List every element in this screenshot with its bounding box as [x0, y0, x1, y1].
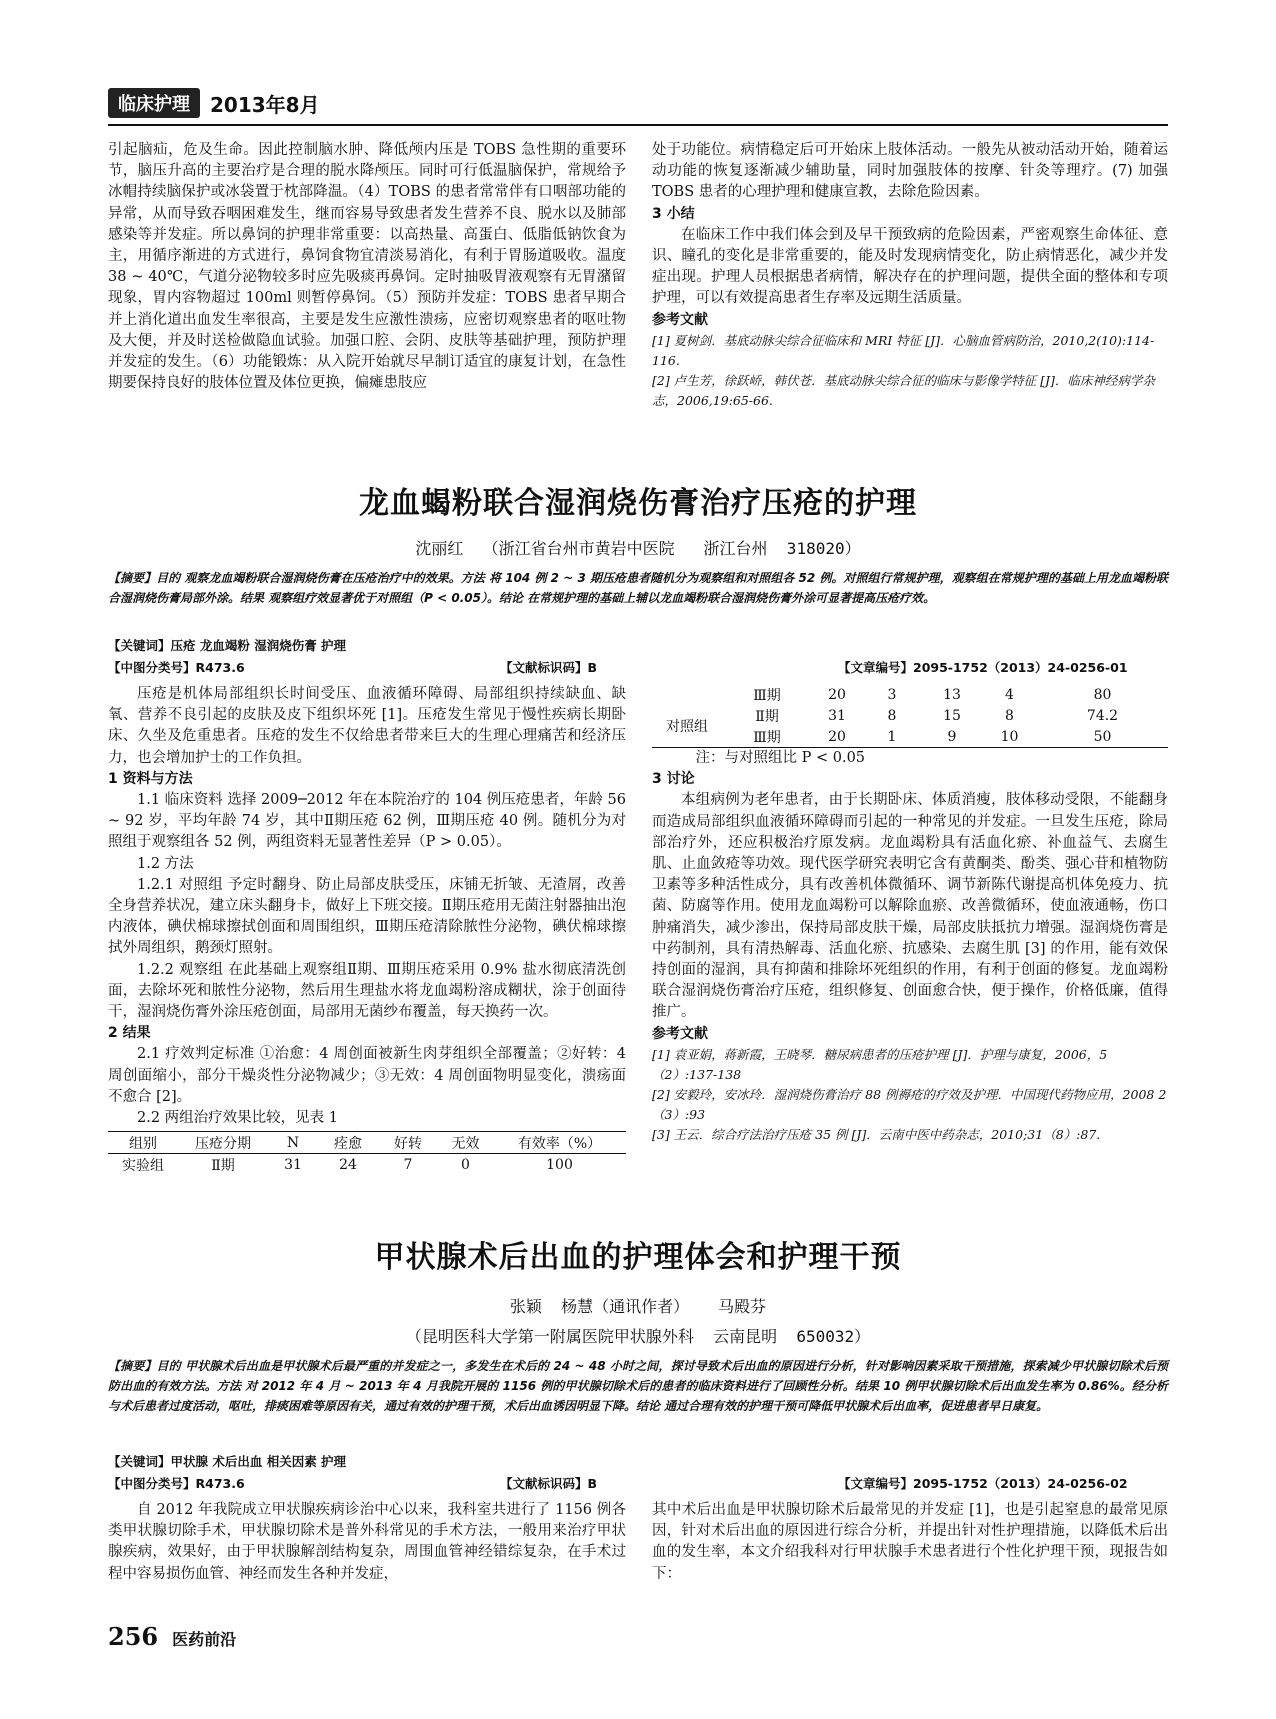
running-header: [108, 88, 320, 118]
table-cell: 100: [546, 1156, 573, 1173]
journal-name: 医药前沿: [172, 1630, 237, 1649]
article1-s21: 2.1 疗效判定标准 ①治愈：4 周创面被新生肉芽组织全部覆盖；②好转：4 周创面缩小，部分干燥炎性分泌物减少；③无效：4 周创面物明显变化，溃疡面不愈合 [2]。: [108, 1046, 626, 1105]
article1-heading-discussion: 3 讨论: [652, 771, 695, 788]
article1-right-column: [652, 684, 1168, 1145]
article1-doc-code: 【文献标识码】B: [500, 660, 598, 675]
prev-ref-1: [1] 夏树剑．基底动脉尖综合征临床和 MRI 特征 [J]．心脑血管病防治，2010,2(10):114-116.: [652, 332, 1155, 368]
th-rate: 有效率（%）: [517, 1135, 602, 1152]
article2-affiliation: （昆明医科大学第一附属医院甲状腺外科 云南昆明 650032）: [405, 1327, 871, 1346]
table-cell-control-group: 对照组: [666, 719, 708, 735]
table-note: 注：与对照组比 P < 0.05: [695, 750, 866, 766]
prev-summary-text: 在临床工作中我们体会到及早干预致病的危险因素，严密观察生命体征、意识、瞳孔的变化是非常重要的，能及时发现病情变化，防止病情恶化，减少并发症出现。护理人员根据患者病情，解决存在的护理问题，提供全面的整体和专项护理，可以有效提高患者生存率及远期生活质量。: [652, 226, 1168, 307]
page-footer: [108, 1622, 236, 1651]
table-cell: 3: [887, 686, 897, 703]
table-cell: 31: [284, 1156, 302, 1173]
table-cell: 24: [339, 1156, 357, 1173]
prev-left-text: 引起脑疝，危及生命。因此控制脑水肿、降低颅内压是 TOBS 急性期的重要环节，脑压升高的主要治疗是合理的脱水降颅压。同时可行低温脑保护，常规给予冰帽持续脑保护或冰袋置于枕部降温。（4）TOBS 的患者常常伴有口咽部功能的异常，从而导致吞咽困难发生，继而容易导致患者发生营养不良、脱水以及肺部感染等并发症。所以鼻饲的护理非常重要：以高热量、高蛋白、低脂低钠饮食为主，用循序渐进的方式进行，鼻饲食物宜清淡易消化，有利于胃肠道吸收。温度 38 ~ 40℃，气道分泌物较多时应先吸痰再鼻饲。定时抽吸胃液观察有无胃潴留现象，胃内容物超过 100ml 则暂停鼻饲。（5）预防并发症：TOBS 患者早期合并上消化道出血发生率很高，主要是发生应激性溃疡，应密切观察患者的呕吐物及大便，并及时送检做隐血试验。加强口腔、会阴、皮肤等基础护理，预防护理并发症的发生。（6）功能锻炼：从入院开始就尽早制订适宜的康复计划，在急性期要保持良好的肢体位置及体位更换，偏瘫患肢应: [108, 142, 626, 392]
article2-doc-code: 【文献标识码】B: [500, 1476, 598, 1491]
results-table-part2: [652, 684, 1168, 748]
article2-article-no: 【文章编号】2095-1752（2013）24-0256-02: [838, 1476, 1128, 1491]
header-rule: [108, 124, 1168, 126]
th-group: 组别: [129, 1135, 157, 1152]
prev-right-column: [652, 140, 1168, 411]
th-improved: 好转: [394, 1135, 422, 1152]
article2-left-text: 自 2012 年我院成立甲状腺疾病诊治中心以来，我科室共进行了 1156 例各类甲状腺切除手术，甲状腺切除术是普外科常见的手术方法，一般用来治疗甲状腺疾病，效果好，由于甲状腺解剖结构复杂，周围血管神经错综复杂，在手术过程中容易损伤血管、神经而发生各种并发症，: [108, 1502, 626, 1582]
article1-refs-heading: 参考文献: [652, 1025, 708, 1042]
table-cell: 7: [403, 1156, 413, 1173]
table-cell: Ⅱ期: [211, 1157, 235, 1174]
article1-s121: 1.2.1 对照组 予定时翻身、防止局部皮肤受压，床铺无折皱、无渣屑，改善全身营养状况，建立床头翻身卡，做好上下班交接。Ⅱ期压疮用无菌注射器抽出泡内液体，碘伏棉球擦拭创面和周围组织，Ⅲ期压疮清除脓性分泌物，碘伏棉球擦拭外周组织，鹅颈灯照射。: [108, 876, 626, 957]
article1-ref-1: [1] 袁亚娟，蒋新霞，王晓琴．糖尿病患者的压疮护理 [J]．护理与康复，2006，5（2）:137-138: [652, 1046, 1108, 1082]
th-stage: 压疮分期: [195, 1135, 251, 1152]
article1-clc: 【中图分类号】R473.6: [108, 660, 245, 675]
table-cell: 实验组: [122, 1157, 164, 1174]
article1-authors: 沈丽红 （浙江省台州市黄岩中医院 浙江台州 318020）: [415, 539, 861, 558]
article2-right-text: 其中术后出血是甲状腺切除术后最常见的并发症 [1]，也是引起窒息的最常见原因，针对术后出血的原因进行综合分析，并提出针对性护理措施，以降低术后出血的发生率，本文介绍我科对行甲状腺手术患者进行个性化护理干预，现报告如下：: [652, 1502, 1168, 1582]
prev-summary-heading: 3 小结: [652, 205, 695, 222]
section-badge: 临床护理: [108, 88, 200, 118]
table-cell: 80: [1093, 686, 1112, 703]
th-cured: 痊愈: [334, 1135, 362, 1152]
table-row: [652, 684, 1168, 705]
table-cell: 20: [828, 728, 846, 745]
table-cell: 4: [1005, 686, 1014, 703]
prev-refs-heading: 参考文献: [652, 311, 708, 328]
article2-authors: 张颖 杨慧（通讯作者） 马殿芬: [509, 1297, 767, 1316]
article1-ref-2: [2] 安毅玲，安冰玲．湿润烧伤膏治疗 88 例褥疮的疗效及护理．中国现代药物应用，2008 2（3）:93: [652, 1086, 1167, 1122]
table-row: [108, 1154, 626, 1176]
article1-ref-3: [3] 王云．综合疗法治疗压疮 35 例 [J]．云南中医中药杂志，2010;31（8）:87.: [652, 1126, 1101, 1142]
table-cell: 74.2: [1086, 707, 1119, 724]
article1-intro: 压疮是机体局部组织长时间受压、血液循环障碍、局部组织持续缺血、缺氧、营养不良引起的皮肤及皮下组织坏死 [1]。压疮发生常见于慢性疾病长期卧床、久坐及危重患者。压疮的发生不仅给患者带来巨大的生理心理痛苦和经济压力，也会增加护士的工作负担。: [108, 686, 626, 766]
results-table-part1: [108, 1131, 626, 1175]
table-row: [652, 705, 1168, 726]
table-cell: Ⅲ期: [753, 729, 781, 746]
th-n: N: [286, 1134, 300, 1151]
table-cell: 9: [947, 728, 957, 745]
table-cell: 8: [1005, 707, 1014, 724]
prev-right-para: 处于功能位。病情稳定后可开始床上肢体活动。一般先从被动活动开始，随着运动功能的恢复逐渐减少辅助量，同时加强肢体的按摩、针灸等理疗。(7) 加强 TOBS 患者的心理护理和健康宣教，去除危险因素。: [652, 142, 1168, 201]
article1-s22: 2.2 两组治疗效果比较，见表 1: [137, 1110, 339, 1127]
article1-article-no: 【文章编号】2095-1752（2013）24-0256-01: [838, 660, 1128, 675]
table-cell: 0: [461, 1156, 470, 1173]
article1-abstract: 【摘要】目的 观察龙血竭粉联合湿润烧伤膏在压疮治疗中的效果。方法 将 104 例 2 ~ 3 期压疮患者随机分为观察组和对照组各 52 例。对照组行常规护理，观察组在常规护理的基础上用龙血竭粉联合湿润烧伤膏局部外涂。结果 观察组疗效显著优于对照组（P < 0.05）。结论 在常规护理的基础上辅以龙血竭粉联合湿润烧伤膏外涂可显著提高压疮疗效。: [108, 571, 1168, 605]
table-cell: [652, 684, 722, 705]
article1-heading-results: 2 结果: [108, 1025, 151, 1042]
article1-s122: 1.2.2 观察组 在此基础上观察组Ⅱ期、Ⅲ期压疮采用 0.9% 盐水彻底清洗创面，去除坏死和脓性分泌物，然后用生理盐水将龙血竭粉溶成糊状，涂于创面待干，湿润烧伤膏外涂压疮创面，局部用无菌纱布覆盖，每天换药一次。: [108, 961, 626, 1021]
article2-clc: 【中图分类号】R473.6: [108, 1476, 245, 1491]
article2-keywords: 【关键词】甲状腺 术后出血 相关因素 护理: [108, 1454, 347, 1469]
table-cell: 13: [943, 686, 961, 703]
table-cell: Ⅱ期: [755, 708, 779, 725]
article2-title: 甲状腺术后出血的护理体会和护理干预: [374, 1240, 902, 1275]
article1-s11: 1.1 临床资料 选择 2009─2012 年在本院治疗的 104 例压疮患者，年龄 56 ~ 92 岁，平均年龄 74 岁，其中Ⅱ期压疮 62 例，Ⅲ期压疮 40 例。随机分为对照组于观察组各 52 例，两组资料无显著性差异（P > 0.05）。: [108, 792, 626, 851]
article1-left-column: [108, 684, 626, 1175]
table-header-row: [108, 1132, 626, 1154]
table-cell: 20: [828, 686, 846, 703]
table-cell: Ⅲ期: [753, 687, 781, 704]
article1-keywords: 【关键词】压疮 龙血竭粉 湿润烧伤膏 护理: [108, 638, 347, 653]
article2-abstract: 【摘要】目的 甲状腺术后出血是甲状腺术后最严重的并发症之一，多发生在术后的 24 ~ 48 小时之间，探讨导致术后出血的原因进行分析，针对影响因素采取干预措施，探索减少甲状腺切除术后预防出血的有效方法。方法 对 2012 年 4 月 ~ 2013 年 4 月我院开展的 1156 例的甲状腺切除术后的患者的临床资料进行了回顾性分析。结果 10 例甲状腺切除术后出血发生率为 0.86%。经分析与术后患者过度活动，呕吐，排痰困难等原因有关，通过有效的护理干预，术后出血诱因明显下降。结论 通过合理有效的护理干预可降低甲状腺术后出血率，促进患者早日康复。: [108, 1359, 1168, 1413]
article1-title: 龙血蝎粉联合湿润烧伤膏治疗压疮的护理: [359, 486, 917, 521]
article1-discussion: 本组病例为老年患者，由于长期卧床、体质消瘦，肢体移动受限，不能翻身而造成局部组织血液循环障碍而引起的一种常见的并发症。一旦发生压疮，除局部治疗外，还应积极治疗原发病。龙血竭粉具有活血化瘀、补血益气、去腐生肌、止血敛疮等功效。现代医学研究表明它含有黄酮类、酚类、强心苷和植物防卫素等多种活性成分，具有改善机体微循环、调节新陈代谢提高机体免疫力、抗菌、防腐等作用。使用龙血竭粉可以解除血瘀、改善微循环，使血液通畅，伤口肿痛消失，减少渗出，保持局部皮肤干燥，局部皮肤抵抗力增强。湿润烧伤膏是中药制剂，具有清热解毒、活血化瘀、抗感染、去腐生肌 [3] 的作用，能有效保持创面的湿润，具有抑菌和排除坏死组织的作用，有利于创面的修复。龙血竭粉联合湿润烧伤膏治疗压疮，组织修复、创面愈合快，便于操作，价格低廉，值得推广。: [652, 792, 1168, 1021]
prev-ref-2: [2] 卢生芳，徐跃峤，韩伏苍．基底动脉尖综合征的临床与影像学特征 [J]．临床神经病学杂志，2006,19:65-66.: [652, 372, 1155, 408]
table-row: [652, 726, 1168, 748]
page-number: 256: [108, 1622, 159, 1651]
article1-heading-methods: 1 资料与方法: [108, 770, 193, 787]
table-cell: 8: [887, 707, 897, 724]
table-cell: 50: [1093, 728, 1112, 745]
table-cell: 1: [887, 728, 897, 745]
th-invalid: 无效: [451, 1135, 480, 1152]
table-cell: 31: [828, 707, 846, 724]
table-cell: 10: [1000, 728, 1019, 745]
table-cell: 15: [943, 707, 961, 724]
article1-s12: 1.2 方法: [137, 855, 194, 872]
issue-date: 2013年8月: [210, 92, 320, 117]
